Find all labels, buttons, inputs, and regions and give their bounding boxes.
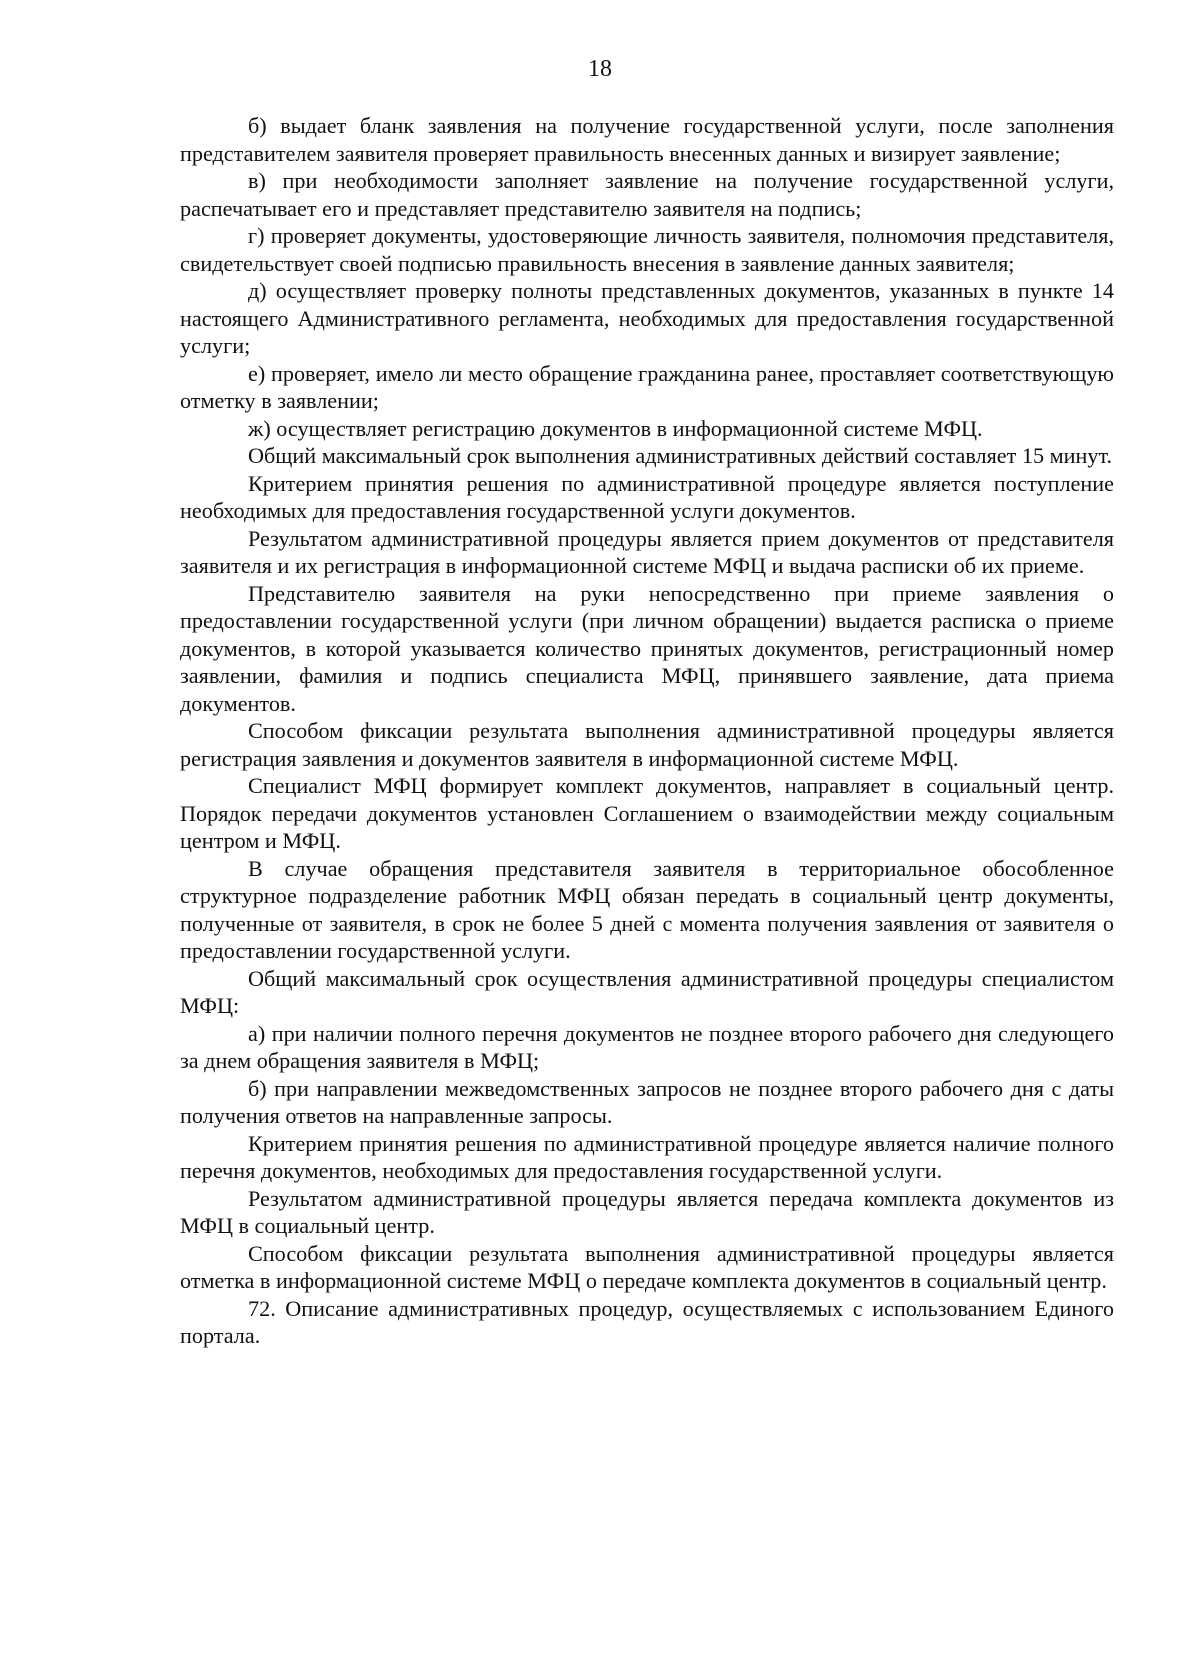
paragraph-item-a-full-list: а) при наличии полного перечня документов не позднее второго рабочего дня следующего за днем обращения заявителя в МФЦ;	[180, 1020, 1114, 1073]
paragraph-decision-criterion: Критерием принятия решения по административной процедуре является поступление необходимых для предоставления государственной услуги документов.	[180, 470, 1114, 523]
paragraph-decision-criterion-2: Критерием принятия решения по административной процедуре является наличие полного перечня документов, необходимых для предоставления государственной услуги.	[180, 1130, 1114, 1183]
paragraph-item-b-interagency-requests: б) при направлении межведомственных запросов не позднее второго рабочего дня с даты получения ответов на направленные запросы.	[180, 1075, 1114, 1128]
paragraph-document-set-transfer: Специалист МФЦ формирует комплект документов, направляет в социальный центр. Порядок передачи документов установлен Соглашением о взаимодействии между социальным центром и МФЦ.	[180, 773, 1114, 853]
paragraph-item-d-completeness-check: д) осуществляет проверку полноты представленных документов, указанных в пункте 14 настоящего Административного регламента, необходимых для предоставления государственной услуги;	[180, 278, 1114, 358]
paragraph-max-duration-procedure: Общий максимальный срок осуществления административной процедуры специалистом МФЦ:	[180, 965, 1114, 1018]
paragraph-item-v-fill-application: в) при необходимости заполняет заявление на получение государственной услуги, распечатывает его и представляет представителю заявителя на подпись;	[180, 168, 1114, 221]
paragraph-procedure-result-2: Результатом административной процедуры является передача комплекта документов из МФЦ в социальный центр.	[180, 1185, 1114, 1238]
paragraph-item-e-prior-appeal: е) проверяет, имело ли место обращение гражданина ранее, проставляет соответствующую отметку в заявлении;	[180, 360, 1114, 413]
paragraph-item-b-issue-form: б) выдает бланк заявления на получение государственной услуги, после заполнения представителем заявителя проверяет правильность внесенных данных и визирует заявление;	[180, 113, 1114, 166]
paragraph-receipt-issuance: Представителю заявителя на руки непосредственно при приеме заявления о предоставлении государственной услуги (при личном обращении) выдается расписка о приеме документов, в которой указывается количество принятых документов, регистрационный номер заявлении, фамилия и подпись специалиста МФЦ, принявшего заявление, дата приема документов.	[180, 580, 1114, 716]
paragraph-result-recording-method-2: Способом фиксации результата выполнения административной процедуры является отметка в информационной системе МФЦ о передаче комплекта документов в социальный центр.	[180, 1240, 1114, 1293]
page-number: 18	[588, 56, 612, 82]
paragraph-procedure-result: Результатом административной процедуры является прием документов от представителя заявителя и их регистрация в информационной системе МФЦ и выдача расписки об их приеме.	[180, 525, 1114, 578]
paragraph-item-g-check-documents: г) проверяет документы, удостоверяющие личность заявителя, полномочия представителя, свидетельствует своей подписью правильность внесения в заявление данных заявителя;	[180, 223, 1114, 276]
paragraph-result-recording-method: Способом фиксации результата выполнения административной процедуры является регистрация заявления и документов заявителя в информационной системе МФЦ.	[180, 718, 1114, 771]
paragraph-territorial-subdivision: В случае обращения представителя заявителя в территориальное обособленное структурное подразделение работник МФЦ обязан передать в социальный центр документы, полученные от заявителя, в срок не более 5 дней с момента получения заявления от заявителя о предоставлении государственной услуги.	[180, 855, 1114, 963]
paragraph-max-duration-actions: Общий максимальный срок выполнения административных действий составляет 15 минут.	[248, 443, 1113, 468]
paragraph-item-zh-registration: ж) осуществляет регистрацию документов в информационной системе МФЦ.	[248, 415, 983, 441]
document-body	[180, 112, 1114, 1350]
paragraph-section-72-heading: 72. Описание административных процедур, осуществляемых с использованием Единого портала.	[180, 1295, 1114, 1348]
